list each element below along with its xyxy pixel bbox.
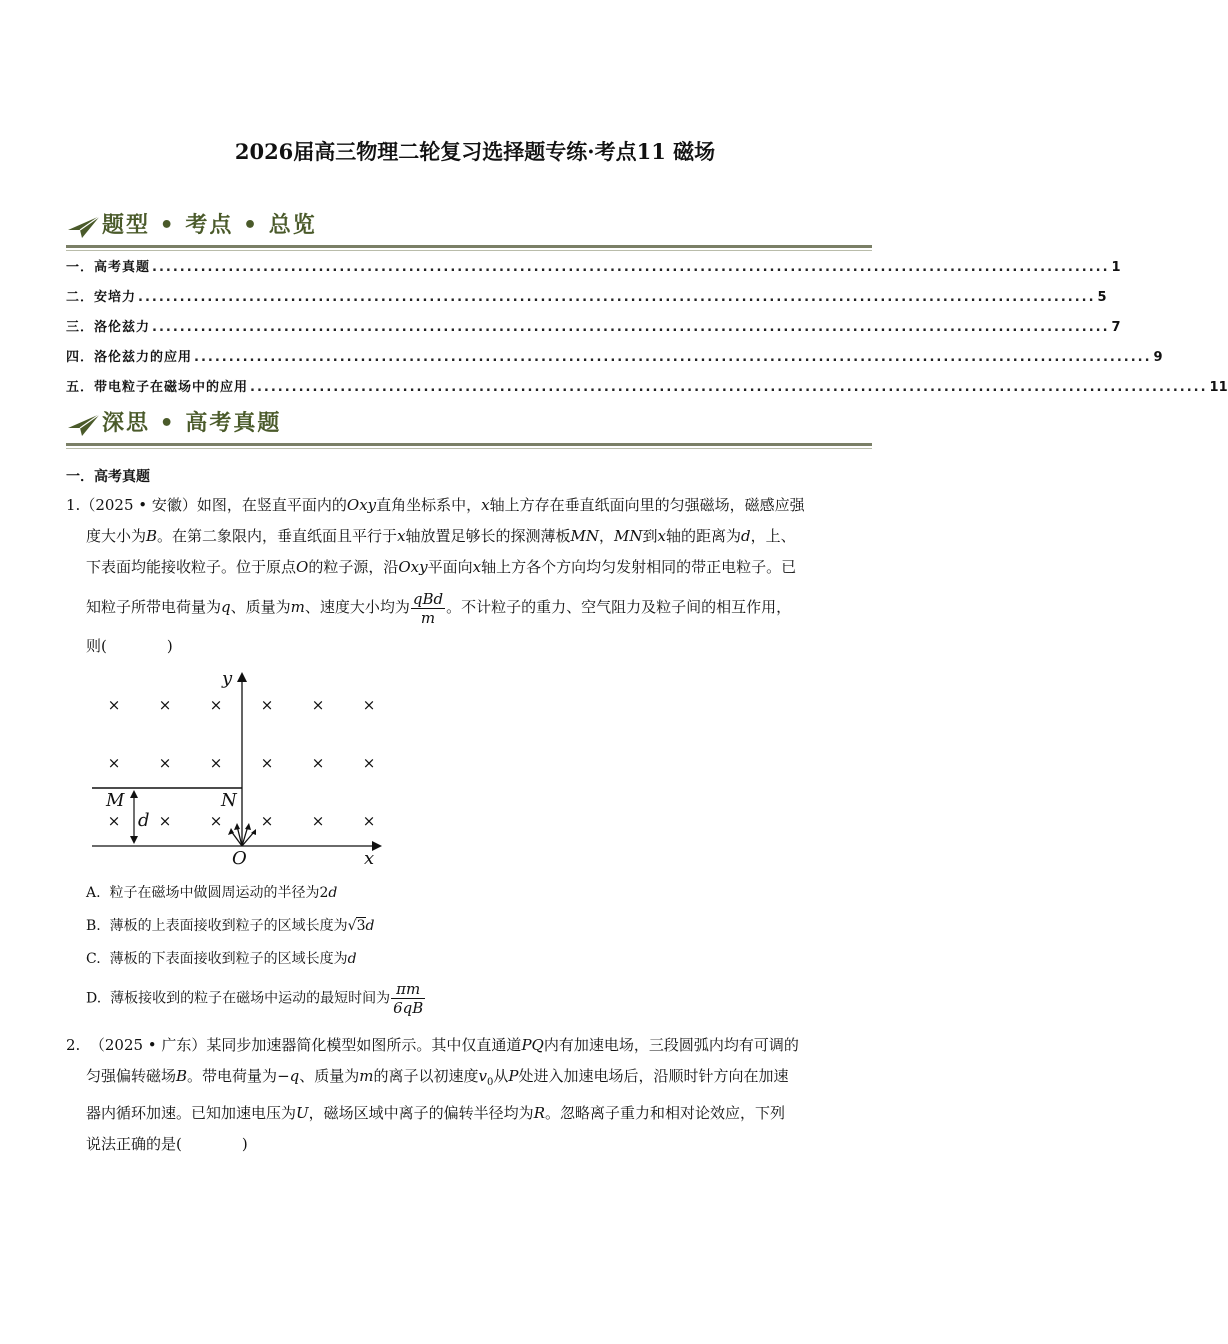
q1-line bbox=[66, 552, 886, 583]
magnetic-field-diagram bbox=[86, 668, 386, 873]
toc-item-page: 11 bbox=[1209, 380, 1228, 395]
math-var: m bbox=[359, 1067, 374, 1085]
math-var: d bbox=[741, 527, 751, 545]
banner-divider bbox=[66, 443, 872, 446]
toc-item[interactable] bbox=[66, 316, 1121, 346]
q1-text: 度大小为 bbox=[86, 527, 147, 545]
field-cross: × bbox=[260, 696, 274, 714]
option-text: 薄板接收到的粒子在磁场中运动的最短时间为 bbox=[110, 990, 391, 1007]
option-letter: D. bbox=[86, 990, 102, 1007]
q1-line bbox=[66, 490, 886, 521]
math-var: PQ bbox=[521, 1036, 544, 1054]
math-var: q bbox=[221, 598, 231, 616]
q2-source: （2025 • 广东） bbox=[89, 1036, 207, 1054]
math-var: O bbox=[296, 558, 309, 576]
q1-text: 。不计粒子的重力、空气阻力及粒子间的相互作用， bbox=[446, 598, 792, 616]
q1-text: 知粒子所带电荷量为 bbox=[86, 598, 222, 616]
option-text: 薄板的下表面接收到粒子的区域长度为 bbox=[109, 951, 348, 967]
q1-text: ， bbox=[599, 527, 615, 545]
option-value: 2 bbox=[319, 885, 329, 901]
q2-number: 2. bbox=[66, 1036, 81, 1054]
q1-number: 1. bbox=[66, 496, 81, 514]
q1-text: 如图，在竖直平面内的 bbox=[196, 496, 347, 514]
toc-item[interactable] bbox=[66, 346, 1163, 376]
question-1 bbox=[66, 490, 886, 662]
field-cross: × bbox=[158, 696, 172, 714]
option-d[interactable] bbox=[86, 980, 426, 1017]
math-var: x bbox=[397, 527, 406, 545]
toc-item-page: 9 bbox=[1153, 350, 1163, 365]
toc-item-page: 1 bbox=[1111, 260, 1121, 275]
math-var: x bbox=[481, 496, 490, 514]
field-cross: × bbox=[107, 754, 121, 772]
option-letter: B. bbox=[86, 918, 101, 934]
distance-label: d bbox=[138, 810, 150, 831]
board-end-M-label: M bbox=[106, 790, 125, 811]
math-var: x bbox=[657, 527, 667, 545]
q2-text: 内有加速电场，三段圆弧内均有可调的 bbox=[543, 1036, 799, 1054]
math-var: P bbox=[508, 1067, 519, 1085]
toc-item-label: 三．洛伦兹力 bbox=[66, 320, 151, 335]
toc-item-page: 7 bbox=[1111, 320, 1121, 335]
math-var: R bbox=[533, 1104, 545, 1122]
math-var: MN bbox=[614, 527, 643, 545]
q2-text: 处进入加速电场后，沿顺时针方向在加速 bbox=[518, 1067, 789, 1085]
math-var: m bbox=[290, 598, 305, 616]
math-var: B bbox=[176, 1067, 188, 1085]
q1-text: 、速度大小均为 bbox=[304, 598, 410, 616]
toc-item[interactable] bbox=[66, 256, 1121, 286]
field-cross: × bbox=[107, 696, 121, 714]
exam-questions-banner-text: 深思 • 高考真题 bbox=[102, 411, 282, 436]
math-var: d bbox=[347, 951, 357, 967]
time-fraction bbox=[391, 980, 425, 1017]
q2-line bbox=[66, 1061, 886, 1098]
arrow-up-icon bbox=[130, 790, 138, 798]
q1-text: 到 bbox=[642, 527, 658, 545]
toc-item[interactable] bbox=[66, 376, 1228, 406]
overview-banner-text: 题型 • 考点 • 总览 bbox=[102, 213, 317, 238]
y-axis-label: y bbox=[222, 668, 233, 689]
question-2 bbox=[66, 1030, 886, 1160]
q1-text: 轴的距离为 bbox=[666, 527, 742, 545]
toc-item[interactable] bbox=[66, 286, 1107, 316]
document-title: 2026届高三物理二轮复习选择题专练·考点11 磁场 bbox=[234, 139, 716, 164]
toc-leader-dots: .......................................................................................................................................... bbox=[152, 260, 1110, 275]
exam-questions-banner bbox=[66, 406, 872, 446]
q1-text: 轴上方各个方向均匀发射相同的带正电粒子。已 bbox=[481, 558, 797, 576]
field-cross: × bbox=[209, 754, 223, 772]
math-subscript: 0 bbox=[486, 1077, 494, 1088]
toc-item-label: 一．高考真题 bbox=[66, 260, 151, 275]
q2-answer-blank: 说法正确的是( ) bbox=[86, 1135, 248, 1153]
q1-source: （2025 • 安徽） bbox=[80, 496, 197, 514]
q1-text: 轴上方存在垂直纸面向里的匀强磁场，磁感应强 bbox=[489, 496, 805, 514]
paper-plane-icon bbox=[66, 212, 102, 240]
y-axis-arrow-icon bbox=[237, 672, 247, 682]
board-end-N-label: N bbox=[221, 790, 237, 811]
option-text: 薄板的上表面接收到粒子的区域长度为 bbox=[109, 918, 348, 934]
section-heading: 一．高考真题 bbox=[66, 469, 150, 485]
field-cross: × bbox=[311, 754, 325, 772]
q1-text: 、质量为 bbox=[230, 598, 291, 616]
q2-text: 的离子以初速度 bbox=[373, 1067, 479, 1085]
field-cross: × bbox=[209, 696, 223, 714]
q1-text: 轴放置足够长的探测薄板 bbox=[405, 527, 571, 545]
field-cross: × bbox=[260, 812, 274, 830]
field-cross: × bbox=[362, 754, 376, 772]
fraction-denominator: 6qB bbox=[393, 999, 424, 1017]
toc-item-label: 四．洛伦兹力的应用 bbox=[66, 350, 193, 365]
q2-line bbox=[66, 1098, 886, 1129]
field-cross: × bbox=[362, 812, 376, 830]
sqrt-radicand: 3 bbox=[356, 918, 366, 934]
q2-text: 匀强偏转磁场 bbox=[86, 1067, 177, 1085]
field-cross: × bbox=[158, 754, 172, 772]
q1-text: 下表面均能接收粒子。位于原点 bbox=[86, 558, 297, 576]
field-cross: × bbox=[362, 696, 376, 714]
q1-text: 的粒子源，沿 bbox=[308, 558, 399, 576]
sqrt-sign-icon: √ bbox=[347, 918, 357, 934]
math-var: x bbox=[472, 558, 482, 576]
math-var: d bbox=[328, 885, 338, 901]
q2-text: 某同步加速器简化模型如图所示。其中仅直通道 bbox=[206, 1036, 522, 1054]
math-var: −q bbox=[277, 1067, 300, 1085]
toc-leader-dots: .......................................................................................................................................... bbox=[194, 350, 1152, 365]
option-a[interactable] bbox=[86, 882, 337, 902]
banner-divider-thin bbox=[66, 448, 872, 449]
toc-item-page: 5 bbox=[1097, 290, 1107, 305]
math-var: MN bbox=[570, 527, 600, 545]
q1-line bbox=[66, 521, 886, 552]
fraction-denominator: m bbox=[420, 608, 436, 627]
q2-text: 。忽略离子重力和相对论效应，下列 bbox=[544, 1104, 785, 1122]
option-text: 粒子在磁场中做圆周运动的半径为 bbox=[109, 885, 320, 901]
field-cross: × bbox=[260, 754, 274, 772]
table-of-contents bbox=[66, 256, 1228, 406]
overview-banner bbox=[66, 208, 872, 248]
math-var: Oxy bbox=[398, 558, 428, 576]
q1-text: ，上、 bbox=[750, 527, 796, 545]
q2-text: 、质量为 bbox=[299, 1067, 360, 1085]
fraction-numerator: πm bbox=[391, 980, 425, 999]
q1-text: 。在第二象限内，垂直纸面且平行于 bbox=[157, 527, 398, 545]
option-letter: A. bbox=[86, 885, 101, 901]
field-cross: × bbox=[209, 812, 223, 830]
banner-divider bbox=[66, 245, 872, 248]
field-cross: × bbox=[311, 812, 325, 830]
speed-fraction bbox=[411, 590, 445, 627]
toc-leader-dots: .......................................................................................................................................... bbox=[250, 380, 1208, 395]
field-cross: × bbox=[107, 812, 121, 830]
toc-leader-dots: .......................................................................................................................................... bbox=[138, 290, 1096, 305]
math-var: B bbox=[146, 527, 158, 545]
option-c[interactable] bbox=[86, 948, 357, 968]
toc-leader-dots: .......................................................................................................................................... bbox=[152, 320, 1110, 335]
arrow-down-icon bbox=[130, 836, 138, 844]
q2-line bbox=[66, 1030, 886, 1061]
fraction-numerator: qBd bbox=[412, 589, 444, 608]
banner-divider-thin bbox=[66, 250, 872, 251]
q2-text: 。带电荷量为 bbox=[187, 1067, 278, 1085]
math-var: v bbox=[478, 1067, 487, 1085]
q2-line bbox=[66, 1129, 886, 1160]
option-letter: C. bbox=[86, 951, 101, 967]
toc-item-label: 五．带电粒子在磁场中的应用 bbox=[66, 380, 249, 395]
paper-plane-icon bbox=[66, 410, 102, 438]
math-var: U bbox=[296, 1104, 309, 1122]
q1-text: 平面向 bbox=[427, 558, 473, 576]
q1-line bbox=[66, 631, 886, 662]
field-cross: × bbox=[311, 696, 325, 714]
q1-answer-blank: 则( ) bbox=[86, 637, 173, 655]
math-var: Oxy bbox=[346, 496, 377, 514]
q1-text: 直角坐标系中， bbox=[376, 496, 482, 514]
q2-text: ，磁场区域中离子的偏转半径均为 bbox=[308, 1104, 534, 1122]
q2-text: 器内循环加速。已知加速电压为 bbox=[86, 1104, 297, 1122]
option-b[interactable] bbox=[86, 915, 374, 935]
x-axis-label: x bbox=[364, 848, 375, 869]
math-var: d bbox=[365, 918, 375, 934]
q1-line bbox=[66, 583, 886, 631]
toc-item-label: 二．安培力 bbox=[66, 290, 137, 305]
field-cross: × bbox=[158, 812, 172, 830]
origin-label: O bbox=[232, 848, 247, 869]
q2-text: 从 bbox=[493, 1067, 509, 1085]
